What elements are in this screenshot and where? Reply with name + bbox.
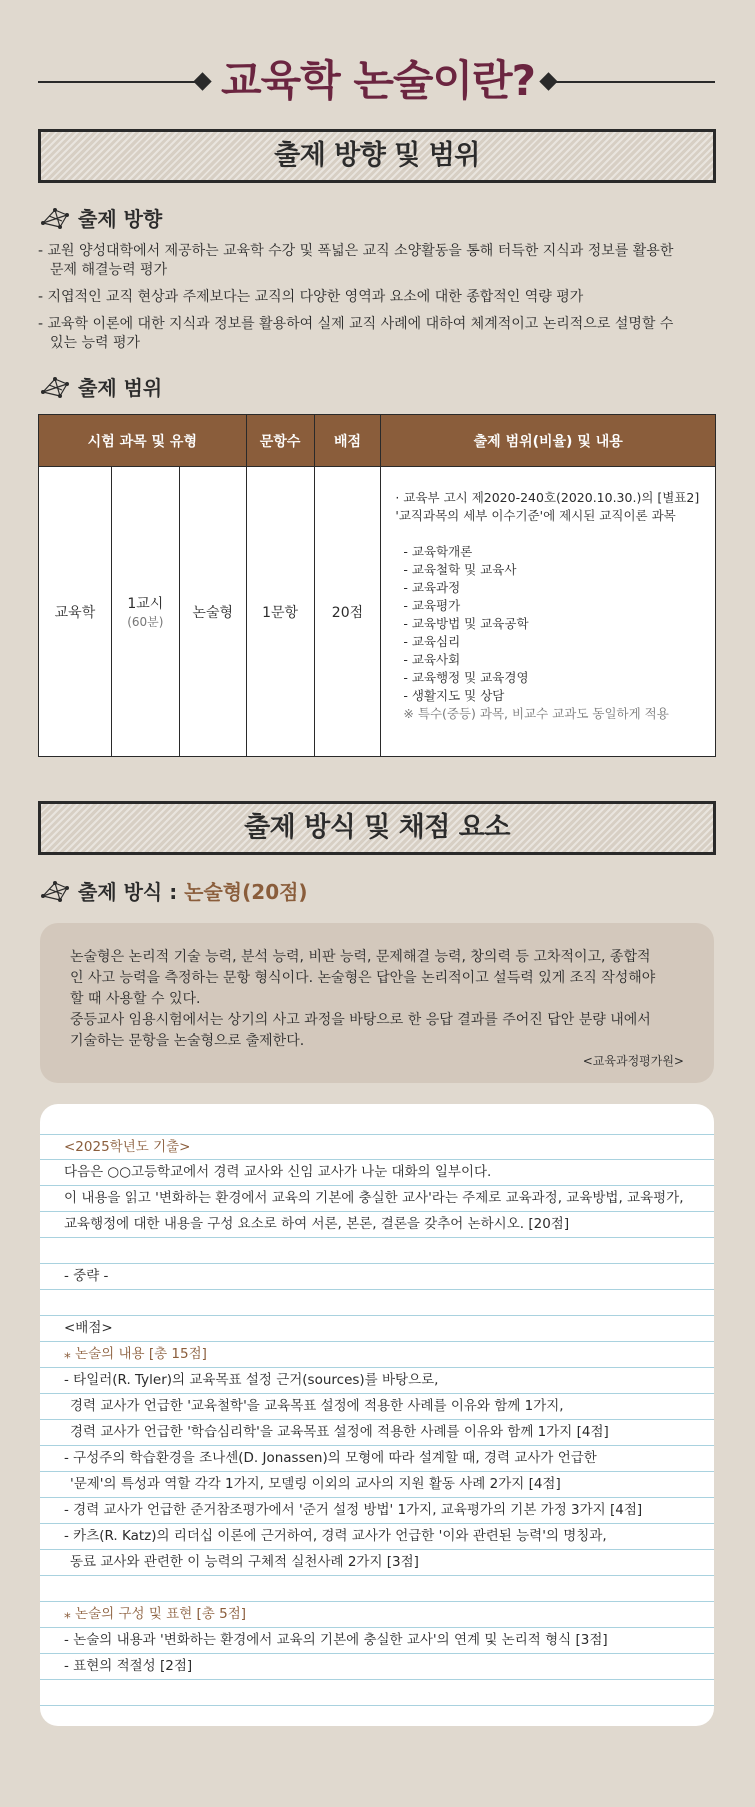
paper-line: 다음은 ○○고등학교에서 경력 교사와 신임 교사가 나눈 대화의 일부이다.	[40, 1160, 714, 1186]
range-heading-text: 출제 범위	[78, 376, 163, 400]
count-cell: 1문항	[246, 467, 314, 757]
paper-line: 경력 교사가 언급한 '학습심리학'을 교육목표 설정에 적용한 사례를 이유와 함께 1가지 [4점]	[40, 1420, 714, 1446]
scope-item: - 교육학개론	[403, 544, 473, 559]
network-icon	[40, 376, 70, 398]
scope-item: - 교육심리	[403, 634, 461, 649]
definition-source: <교육과정평가원>	[582, 1054, 684, 1068]
definition-box	[40, 923, 714, 1083]
scope-cell	[381, 467, 716, 757]
range-heading	[40, 372, 162, 402]
section-banner-method-scoring: 출제 방식 및 채점 요소	[38, 801, 716, 855]
paper-line: - 카츠(R. Katz)의 리더십 이론에 근거하여, 경력 교사가 언급한 '이와 관련된 능력'의 명칭과,	[40, 1524, 714, 1550]
paper-line: 경력 교사가 언급한 '교육철학'을 교육목표 설정에 적용한 사례를 이유와 함께 1가지,	[40, 1394, 714, 1420]
scope-item: - 교육철학 및 교육사	[403, 562, 517, 577]
network-icon	[40, 207, 70, 229]
paper-line	[40, 1238, 714, 1264]
paper-line: 이 내용을 읽고 '변화하는 환경에서 교육의 기본에 충실한 교사'라는 주제로 교육과정, 교육방법, 교육평가,	[40, 1186, 714, 1212]
scope-item: - 교육방법 및 교육공학	[403, 616, 529, 631]
scope-item: - 교육행정 및 교육경영	[403, 670, 529, 685]
paper-line	[40, 1576, 714, 1602]
table-row	[39, 467, 716, 757]
sample-question-paper	[40, 1104, 714, 1726]
section-banner-direction-range: 출제 방향 및 범위	[38, 129, 716, 183]
method-value: 논술형(20점)	[184, 880, 308, 904]
subject-cell: 교육학	[39, 467, 112, 757]
table-header: 배점	[314, 415, 381, 467]
paper-line: '문제'의 특성과 역할 각각 1가지, 모델링 이외의 교사의 지원 활동 사례 2가지 [4점]	[40, 1472, 714, 1498]
direction-list	[38, 242, 678, 361]
scope-item: - 교육평가	[403, 598, 461, 613]
period-cell	[111, 467, 179, 757]
points-cell: 20점	[314, 467, 381, 757]
page-title: 교육학 논술이란?	[221, 56, 535, 105]
scope-list	[395, 543, 701, 705]
direction-item: - 교원 양성대학에서 제공하는 교육학 수강 및 폭넓은 교직 소양활동을 통해 터득한 지식과 정보를 활용한 문제 해결능력 평가	[38, 243, 674, 278]
definition-text: 논술형은 논리적 기술 능력, 분석 능력, 비판 능력, 문제해결 능력, 창의력 등 고차적이고, 종합적인 사고 능력을 측정하는 문항 형식이다. 논술형은 답안을 논리적이고 설득력 있게 조직 작성해야 할 때 사용할 수 있다.	[70, 949, 656, 1007]
scope-note: ※ 특수(중등) 과목, 비교수 교과도 동일하게 적용	[403, 706, 669, 721]
paper-line: - 표현의 적절성 [2점]	[40, 1654, 714, 1680]
paper-line: - 타일러(R. Tyler)의 교육목표 설정 근거(sources)를 바탕으로,	[40, 1368, 714, 1394]
period-time: (60분)	[127, 615, 164, 629]
hero-divider-right	[553, 81, 715, 83]
scope-item: - 생활지도 및 상담	[403, 688, 505, 703]
direction-heading	[40, 203, 162, 233]
paper-line: ⁎ 논술의 구성 및 표현 [총 5점]	[40, 1602, 714, 1628]
scope-item: - 교육사회	[403, 652, 461, 667]
range-table	[38, 414, 716, 757]
period-label: 1교시	[127, 596, 164, 612]
paper-line: ⁎ 논술의 내용 [총 15점]	[40, 1342, 714, 1368]
paper-line: - 논술의 내용과 '변화하는 환경에서 교육의 기본에 충실한 교사'의 연계 및 논리적 형식 [3점]	[40, 1628, 714, 1654]
scope-intro: · 교육부 고시 제2020-240호(2020.10.30.)의 [별표2] '교직과목의 세부 이수기준'에 제시된 교직이론 과목	[395, 490, 700, 523]
paper-line: 동료 교사와 관련한 이 능력의 구체적 실천사례 2가지 [3점]	[40, 1550, 714, 1576]
paper-line: 교육행정에 대한 내용을 구성 요소로 하여 서론, 본론, 결론을 갖추어 논하시오. [20점]	[40, 1212, 714, 1238]
method-heading	[40, 876, 308, 906]
direction-heading-text: 출제 방향	[78, 207, 163, 231]
hero	[0, 48, 755, 118]
network-icon	[40, 880, 70, 902]
direction-item: - 교육학 이론에 대한 지식과 정보를 활용하여 실제 교직 사례에 대하여 체계적이고 논리적으로 설명할 수 있는 능력 평가	[38, 316, 674, 351]
table-header: 문항수	[246, 415, 314, 467]
paper-line	[40, 1290, 714, 1316]
type-cell: 논술형	[179, 467, 246, 757]
paper-line: <2025학년도 기출>	[40, 1134, 714, 1160]
paper-line	[40, 1706, 714, 1726]
scope-item: - 교육과정	[403, 580, 461, 595]
paper-line: - 구성주의 학습환경을 조나센(D. Jonassen)의 모형에 따라 설계할 때, 경력 교사가 언급한	[40, 1446, 714, 1472]
hero-divider-left	[38, 81, 196, 83]
method-label: 출제 방식 :	[78, 880, 185, 904]
paper-line: - 경력 교사가 언급한 준거참조평가에서 '준거 설정 방법' 1가지, 교육평가의 기본 가정 3가지 [4점]	[40, 1498, 714, 1524]
paper-line: - 중략 -	[40, 1264, 714, 1290]
paper-line: <배점>	[40, 1316, 714, 1342]
table-header: 시험 과목 및 유형	[39, 415, 247, 467]
direction-item: - 지엽적인 교직 현상과 주제보다는 교직의 다양한 영역과 요소에 대한 종합적인 역량 평가	[38, 289, 584, 305]
table-header: 출제 범위(비율) 및 내용	[381, 415, 716, 467]
definition-text: 중등교사 임용시험에서는 상기의 사고 과정을 바탕으로 한 응답 결과를 주어진 답안 분량 내에서 기술하는 문항을 논술형으로 출제한다.	[70, 1012, 651, 1049]
diamond-icon	[193, 72, 211, 90]
paper-lines	[40, 1134, 714, 1726]
table-header-row	[39, 415, 716, 467]
paper-line	[40, 1680, 714, 1706]
